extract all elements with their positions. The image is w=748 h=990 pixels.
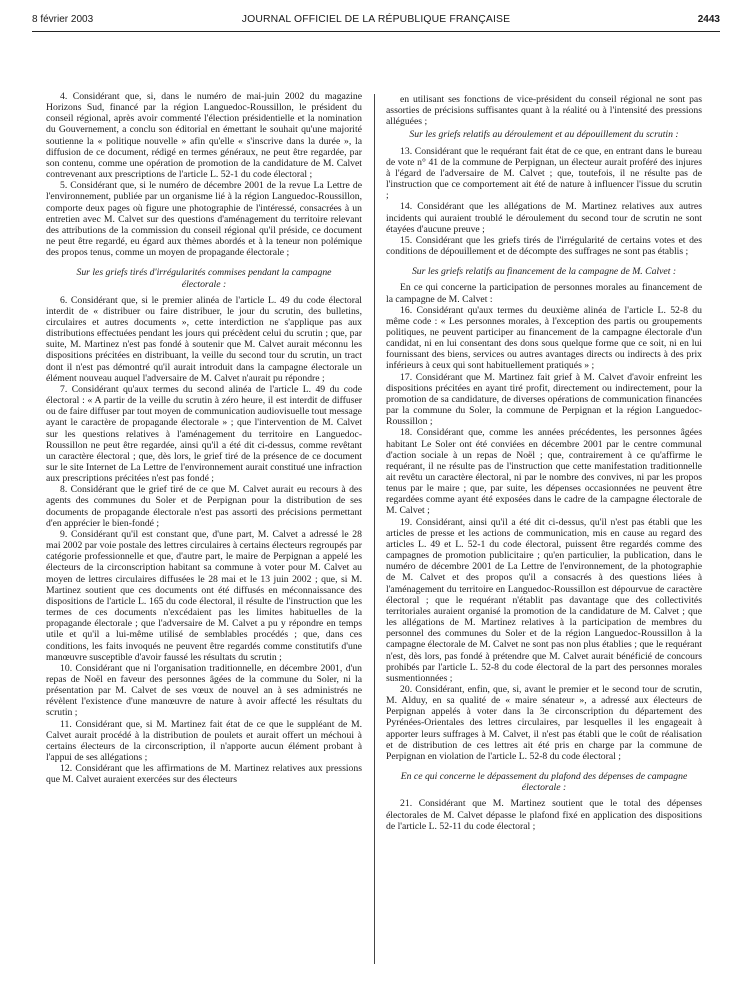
paragraph: 14. Considérant que les allégations de M. Martinez relatives aux autres incidents qui auraient troublé le déroulement du second tour de scrutin ne sont étayées d'aucune preuve ; <box>386 201 702 235</box>
paragraph: 5. Considérant que, si le numéro de décembre 2001 de la revue La Lettre de l'environnement, publiée par un organisme lié à la région Languedoc-Roussillon, comporte deux pages où figure une photographie de l'intéressé, consacrées à un entretien avec M. Calvet sur des questions d'aménagement du territoire relevant des attributions de la commission du conseil régional qu'il préside, ce document ne peut être regardé, eu égard aux thèmes abordés et à la teneur non polémique des propos tenus, comme un moyen de propagande électorale ; <box>46 180 362 259</box>
paragraph: En ce qui concerne la participation de personnes morales au financement de la campagne de M. Calvet : <box>386 282 702 305</box>
paragraph: 21. Considérant que M. Martinez soutient que le total des dépenses électorales de M. Calvet dépasse le plafond fixé en application des dispositions de l'article L. 52-11 du code électoral ; <box>386 798 702 832</box>
left-column <box>46 91 362 786</box>
paragraph: 18. Considérant que, comme les années précédentes, les personnes âgées habitant Le Soler ont été conviées en décembre 2001 par le centre communal d'action sociale à un repas de Noël ; que, contrairement à ce qu'affirme le requérant, il ne résulte pas de l'instruction que cette manifestation traditionnelle ait revêtu un caractère électoral, ni par le nombre des convives, ni par les propos tenus par le maire ; que, par suite, les dépenses occasionnées ne peuvent être regardées comme ayant été exposées dans le cadre de la campagne électorale de M. Calvet ; <box>386 427 702 517</box>
paragraph: 12. Considérant que les affirmations de M. Martinez relatives aux pressions que M. Calvet auraient exercées sur des électeurs <box>46 763 362 786</box>
paragraph: 9. Considérant qu'il est constant que, d'une part, M. Calvet a adressé le 28 mai 2002 par voie postale des lettres circulaires à certains électeurs regroupés par catégorie professionnelle et que, d'autre part, le maire de Perpignan a appelé les électeurs de la circonscription habitant sa commune à voter pour M. Calvet au moyen de lettres circulaires diffusées le 28 mai et le 13 juin 2002 ; que, si M. Martinez soutient que ces documents ont été diffusés en méconnaissance des dispositions de l'article L. 165 du code électoral, il résulte de l'instruction que les termes de ces documents n'excédaient pas les limites habituelles de la propagande électorale ; que l'adversaire de M. Calvet a pu y répondre en temps utile et qu'il a lui-même utilisé de semblables procédés ; que, dans ces conditions, les faits invoqués ne peuvent être regardés comme constitutifs d'une manœuvre susceptible d'avoir faussé les résultats du scrutin ; <box>46 528 362 663</box>
page-number: 2443 <box>697 14 720 25</box>
paragraph: 8. Considérant que le grief tiré de ce que M. Calvet aurait eu recours à des agents des communes du Soler et de Perpignan pour la distribution de ses documents de propagande électorale n'est pas assorti des précisions permettant d'en apprécier le bien-fondé ; <box>46 484 362 529</box>
paragraph: 15. Considérant que les griefs tirés de l'irrégularité de certains votes et des conditions de dépouillement et de décompte des suffrages ne sont pas établis ; <box>386 234 702 258</box>
page-header <box>32 14 720 30</box>
section-heading: En ce qui concerne le dépassement du plafond des dépenses de campagne électorale : <box>400 771 688 794</box>
section-heading: Sur les griefs tirés d'irrégularités commises pendant la campagne électorale : <box>76 267 332 290</box>
paragraph: 7. Considérant qu'aux termes du second alinéa de l'article L. 49 du code électoral : « A partir de la veille du scrutin à zéro heure, il est interdit de diffuser ou de faire diffuser par tout moyen de communication audiovisuelle tout message ayant le caractère de propagande électorale » ; que l'intervention de M. Calvet sur les questions relatives à l'aménagement du territoire en Languedoc-Roussillon ne peut être regardée, ainsi qu'il a été dit ci-dessus, comme revêtant un caractère électoral ; que, dès lors, le grief tiré de la présence de ce document sur le site Internet de La Lettre de l'environnement aurait constitué une infraction aux prescriptions précitées n'est pas fondé ; <box>46 383 362 485</box>
header-rule <box>32 31 720 32</box>
paragraph: 20. Considérant, enfin, que, si, avant le premier et le second tour de scrutin, M. Alduy, en sa qualité de « maire sénateur », a adressé aux électeurs de Perpignan appelés à voter dans la 3e circonscription du département des Pyrénées-Orientales des lettres circulaires, par lesquelles il les engageait à apporter leurs suffrages à M. Calvet, il n'est pas établi que le coût de réalisation et de distribution de ces lettres ait été pris en charge par la commune de Perpignan en violation de l'article L. 52-8 du code électoral ; <box>386 683 702 762</box>
header-date: 8 février 2003 <box>32 14 94 25</box>
paragraph: 4. Considérant que, si, dans le numéro de mai-juin 2002 du magazine Horizons Sud, financé par la région Languedoc-Roussillon, le président du conseil régional, après avoir commenté l'élection présidentielle et la nomination du Gouvernement, a conclu son éditorial en émettant le souhait qu'une majorité soutienne la « politique nouvelle » afin qu'elle « s'inscrive dans la durée », la diffusion de ce document, rédigé en termes généraux, ne peut être regardée, par son contenu, comme une opération de promotion de la candidature de M. Calvet contrevenant aux prescriptions de l'article L. 52-1 du code électoral ; <box>46 91 362 181</box>
section-heading: Sur les griefs relatifs au financement de la campagne de M. Calvet : <box>411 266 677 278</box>
paragraph: 6. Considérant que, si le premier alinéa de l'article L. 49 du code électoral interdit de « distribuer ou faire distribuer, le jour du scrutin, des bulletins, circulaires et autres documents », cette interdiction ne s'applique pas aux distributions effectuées pendant les jours qui précèdent celui du scrutin ; que, par suite, M. Martinez n'est pas fondé à soutenir que M. Calvet aurait méconnu les dispositions précitées en distribuant, la veille du second tour du scrutin, un tract dont il n'est pas démontré qu'il aurait introduit dans la campagne électorale un élément nouveau auquel l'adversaire de M. Calvet n'aurait pu répondre ; <box>46 294 362 384</box>
journal-title: JOURNAL OFFICIEL DE LA RÉPUBLIQUE FRANÇAISE <box>241 14 511 25</box>
paragraph: en utilisant ses fonctions de vice-président du conseil régional ne sont pas assorties de précisions suffisantes quant à la réalité ou à l'intensité des pressions alléguées ; <box>386 94 702 128</box>
paragraph: 17. Considérant que M. Martinez fait grief à M. Calvet d'avoir enfreint les dispositions précitées en ayant tiré profit, directement ou indirectement, pour la promotion de sa candidature, de diverses opérations de communication financées par la commune du Soler, la commune de Perpignan et la région Languedoc-Roussillon ; <box>386 371 702 428</box>
paragraph: 13. Considérant que le requérant fait état de ce que, en entrant dans le bureau de vote n° 41 de la commune de Perpignan, un électeur aurait proféré des injures à l'égard de l'adversaire de M. Calvet ; que, toutefois, il ne résulte pas de l'instruction que ce comportement ait été de nature à influencer l'issue du scrutin ; <box>386 145 702 202</box>
paragraph: 19. Considérant, ainsi qu'il a été dit ci-dessus, qu'il n'est pas établi que les articles de presse et les actions de communication, mis en cause au regard des articles L. 49 et L. 52-1 du code électoral, puissent être regardés comme des campagnes de promotion publicitaire ; qu'en particulier, la publication, dans le numéro de décembre 2001 de La Lettre de l'environnement, de la photographie de M. Calvet et des propos qu'il a consacrés à des questions liées à l'aménagement du territoire en Languedoc-Roussillon est dépourvue de caractère électoral ; que le requérant n'établit pas davantage que des collectivités territoriales auraient organisé la promotion de la candidature de M. Calvet ; que les allégations de M. Martinez relatives à la participation de membres du personnel des communes du Soler et de la région Languedoc-Roussillon à la campagne électorale de M. Calvet ne sont pas non plus établies ; que le requérant n'est, dès lors, pas fondé à prétendre que M. Calvet aurait bénéficié de concours prohibés par l'article L. 52-8 du code électoral de la part des personnes morales susmentionnées ; <box>386 516 702 684</box>
paragraph: 10. Considérant que ni l'organisation traditionnelle, en décembre 2001, d'un repas de Noël en faveur des personnes âgées de la commune du Soler, ni la présentation par M. Calvet de ses vœux de nouvel an à ses administrés ne révèlent l'existence d'une manœuvre de nature à avoir affecté les résultats du scrutin ; <box>46 662 362 719</box>
paragraph: 16. Considérant qu'aux termes du deuxième alinéa de l'article L. 52-8 du même code : « Les personnes morales, à l'exception des partis ou groupements politiques, ne peuvent participer au financement de la campagne électorale d'un candidat, ni en lui consentant des dons sous quelque forme que ce soit, ni en lui fournissant des biens, services ou autres avantages directs ou indirects à des prix inférieurs à ceux qui sont habituellement pratiqués » ; <box>386 304 702 372</box>
paragraph: 11. Considérant que, si M. Martinez fait état de ce que le suppléant de M. Calvet aurait procédé à la distribution de poulets et aurait offert un méchoui à certains électeurs de la circonscription, il n'apporte aucun élément probant à l'appui de ses allégations ; <box>46 718 362 764</box>
right-column <box>386 94 702 832</box>
column-divider <box>374 94 375 964</box>
section-heading: Sur les griefs relatifs au déroulement et au dépouillement du scrutin : <box>409 129 679 141</box>
